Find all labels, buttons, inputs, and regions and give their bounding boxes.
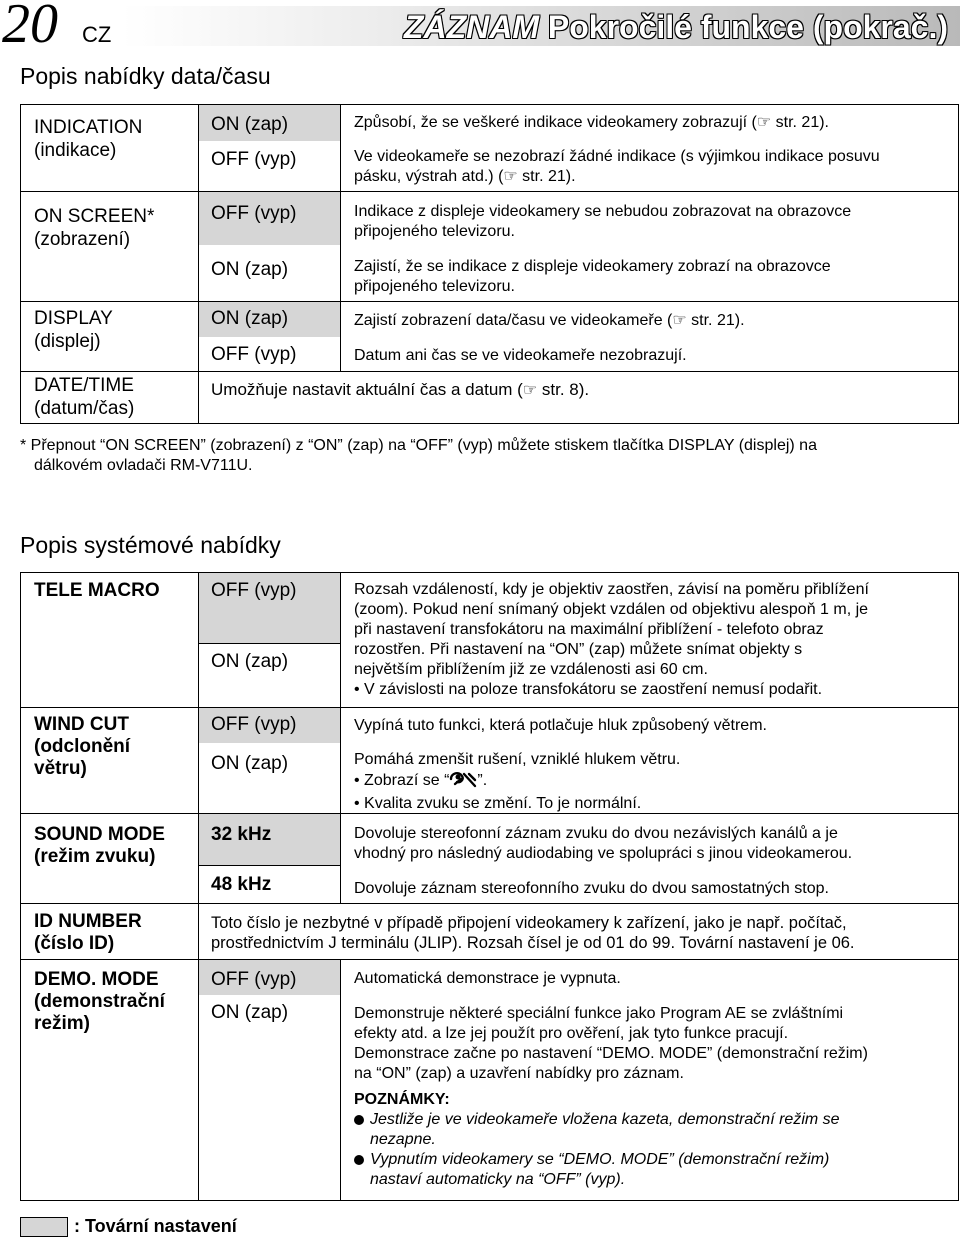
- label-line: (číslo ID): [34, 933, 115, 954]
- label-wind-cut: [34, 714, 130, 780]
- system-menu-table: [20, 572, 959, 1201]
- footnote-line: dálkovém ovladači RM-V711U.: [34, 457, 253, 474]
- row-divider: [198, 865, 340, 866]
- desc-line: při nastavení transfokátoru na maximální přiblížení - telefoto obraz: [354, 621, 824, 638]
- desc-line: vhodný pro následný audiodabing ve spolupráci s jinou videokamerou.: [354, 845, 853, 862]
- label-on-screen: [34, 205, 154, 251]
- bullet-icon: [354, 1115, 364, 1125]
- label-line: větru): [34, 758, 87, 779]
- label-line: (displej): [34, 331, 101, 352]
- wind-cut-icon: [449, 770, 477, 794]
- desc-indication-off: [354, 147, 880, 187]
- label-line: (datum/čas): [34, 398, 135, 419]
- desc-tele-macro: [354, 580, 869, 700]
- section-title-system: Popis systémové nabídky: [20, 532, 281, 558]
- label-line: DATE/TIME: [34, 375, 134, 396]
- option-on-screen-off: OFF (vyp): [211, 203, 297, 224]
- pointing-hand-icon: ☞: [756, 114, 772, 131]
- desc-text: pásku, výstrah atd.) (: [354, 168, 504, 185]
- option-wind-cut-on: ON (zap): [211, 753, 289, 774]
- section-title-datetime: Popis nabídky data/času: [20, 63, 271, 89]
- desc-ref: str. 8).: [537, 380, 590, 399]
- desc-display-off: Datum ani čas se ve videokameře nezobrazují.: [354, 347, 687, 364]
- legend-swatch: [20, 1217, 68, 1237]
- label-tele-macro: TELE MACRO: [34, 580, 160, 601]
- desc-display-on: [354, 311, 745, 331]
- label-line: ID NUMBER: [34, 911, 142, 932]
- column-divider: [198, 105, 199, 423]
- label-demo-mode: [34, 969, 165, 1035]
- option-tele-macro-on: ON (zap): [211, 651, 289, 672]
- page-title-rest: Pokročilé funkce (pokrač.): [538, 9, 948, 45]
- desc-text: • Zobrazí se “: [354, 772, 450, 789]
- desc-indication-on: [354, 113, 829, 133]
- desc-line: rozostřen. Při nastavení na “ON” (zap) můžete snímat objekty s: [354, 641, 803, 658]
- label-line: (odclonění: [34, 736, 131, 757]
- label-line: režim): [34, 1013, 90, 1034]
- page-title-section: ZÁZNAM: [403, 9, 539, 45]
- label-line: INDICATION: [34, 117, 143, 138]
- legend-text: : Tovární nastavení: [74, 1216, 237, 1236]
- label-line: WIND CUT: [34, 714, 129, 735]
- pointing-hand-icon: ☞: [672, 312, 687, 329]
- option-display-on: ON (zap): [211, 308, 289, 329]
- option-wind-cut-off: OFF (vyp): [211, 714, 297, 735]
- desc-id-number: [211, 913, 855, 953]
- desc-line: [354, 167, 880, 187]
- desc-line: prostřednictvím J terminálu (JLIP). Rozsah čísel je od 01 do 99. Tovární nastavení je 06.: [211, 934, 855, 952]
- option-indication-off: OFF (vyp): [211, 149, 297, 170]
- desc-line: Ve videokameře se nezobrazí žádné indikace (s výjimkou indikace posuvu: [354, 148, 880, 165]
- desc-line: • Kvalita zvuku se změní. To je normální.: [354, 795, 642, 812]
- language-code: CZ: [82, 22, 112, 47]
- desc-line: Dovoluje stereofonní záznam zvuku do dvou nezávislých kanálů a je: [354, 825, 838, 842]
- desc-ref: str. 21).: [771, 114, 829, 131]
- desc-line: [354, 770, 680, 794]
- desc-line: připojeného televizoru.: [354, 223, 515, 240]
- row-divider: [198, 643, 340, 644]
- desc-line: na “ON” (zap) a uzavření nabídky pro záznam.: [354, 1065, 684, 1082]
- column-divider: [340, 959, 341, 1200]
- pointing-hand-icon: ☞: [522, 382, 538, 399]
- desc-line: Zajistí, že se indikace z displeje videokamery zobrazí na obrazovce: [354, 258, 831, 275]
- desc-line: připojeného televizoru.: [354, 278, 515, 295]
- label-line: DISPLAY: [34, 308, 113, 329]
- desc-line: největším přiblížením již ze vzdálenosti asi 60 cm.: [354, 661, 708, 678]
- desc-line: Demonstruje některé speciální funkce jako Program AE se zvláštními: [354, 1005, 844, 1022]
- desc-demo-mode-off: Automatická demonstrace je vypnuta.: [354, 970, 621, 987]
- label-display: [34, 307, 113, 353]
- desc-on-screen-on: [354, 257, 831, 297]
- pointing-hand-icon: ☞: [503, 168, 518, 185]
- row-divider: [21, 707, 958, 708]
- label-line: SOUND MODE: [34, 824, 165, 845]
- label-line: DEMO. MODE: [34, 969, 159, 990]
- option-sound-32khz: 32 kHz: [211, 824, 272, 845]
- desc-line: Pomáhá zmenšit rušení, vzniklé hlukem větru.: [354, 751, 681, 768]
- note-line: nezapne.: [370, 1131, 436, 1148]
- desc-line: Toto číslo je nezbytné v případě připojení videokamery k zařízení, jako je např. počítač,: [211, 914, 847, 932]
- datetime-menu-table: [20, 104, 959, 424]
- desc-text: Způsobí, že se veškeré indikace videokamery zobrazují (: [354, 114, 757, 131]
- label-line: (indikace): [34, 140, 117, 161]
- row-divider: [21, 301, 958, 302]
- bullet-icon: [354, 1155, 364, 1165]
- desc-ref: str. 21).: [517, 168, 576, 185]
- desc-line: efekty atd. a lze jej použít pro ověření, jak tyto funkce pracují.: [354, 1025, 789, 1042]
- row-divider: [21, 371, 958, 372]
- option-sound-48khz: 48 kHz: [211, 874, 272, 895]
- label-line: (demonstrační: [34, 991, 165, 1012]
- desc-demo-mode-on: [354, 1004, 868, 1190]
- page-title: [404, 8, 948, 46]
- label-line: (zobrazení): [34, 229, 131, 250]
- desc-line: Rozsah vzdáleností, kdy je objektiv zaostřen, závisí na poměru přiblížení: [354, 581, 869, 598]
- desc-line: (zoom). Pokud není snímaný objekt vzdálen od objektivu alespoň 1 m, je: [354, 601, 869, 618]
- page-number: 20: [2, 0, 58, 55]
- column-divider: [340, 105, 341, 371]
- label-sound-mode: [34, 824, 165, 868]
- note-item: [354, 1150, 868, 1190]
- desc-on-screen-off: [354, 202, 851, 242]
- page-header: [0, 0, 960, 55]
- option-tele-macro-off: OFF (vyp): [211, 580, 297, 601]
- note-item: [354, 1110, 868, 1150]
- option-demo-mode-off: OFF (vyp): [211, 969, 297, 990]
- column-divider: [198, 573, 199, 1200]
- desc-date-time: [211, 380, 589, 401]
- option-display-off: OFF (vyp): [211, 344, 297, 365]
- footnote: [20, 436, 950, 476]
- label-indication: [34, 116, 142, 162]
- footnote-line: * Přepnout “ON SCREEN” (zobrazení) z “ON” (zap) na “OFF” (vyp) můžete stiskem tlačítka DISPLAY (displej) na: [20, 437, 817, 454]
- desc-text: ”.: [477, 772, 488, 789]
- desc-line: Indikace z displeje videokamery se nebudou zobrazovat na obrazovce: [354, 203, 852, 220]
- column-divider: [340, 573, 341, 903]
- desc-line: Demonstrace začne po nastavení “DEMO. MODE” (demonstrační režim): [354, 1045, 868, 1062]
- desc-wind-cut-off: Vypíná tuto funkci, která potlačuje hluk způsobený větrem.: [354, 717, 767, 734]
- option-demo-mode-on: ON (zap): [211, 1002, 289, 1023]
- option-on-screen-on: ON (zap): [211, 259, 289, 280]
- desc-wind-cut-on: [354, 750, 680, 814]
- label-id-number: [34, 911, 142, 955]
- row-divider: [21, 959, 958, 960]
- desc-text: Umožňuje nastavit aktuální čas a datum (: [211, 380, 523, 399]
- label-line: ON SCREEN*: [34, 206, 155, 227]
- desc-sound-48khz: Dovoluje záznam stereofonního zvuku do dvou samostatných stop.: [354, 880, 829, 897]
- note-line: Jestliže je ve videokameře vložena kazeta, demonstrační režim se: [370, 1111, 840, 1128]
- desc-text: Zajistí zobrazení data/času ve videokameře (: [354, 312, 673, 329]
- desc-sound-32khz: [354, 824, 852, 864]
- desc-ref: str. 21).: [686, 312, 745, 329]
- row-divider: [21, 903, 958, 904]
- label-date-time: [34, 374, 134, 420]
- label-line: (režim zvuku): [34, 846, 156, 867]
- note-line: nastaví automaticky na “OFF” (vyp).: [370, 1171, 626, 1188]
- desc-line: • V závislosti na poloze transfokátoru se zaostření nemusí podařit.: [354, 681, 823, 698]
- row-divider: [21, 191, 958, 192]
- note-line: Vypnutím videokamery se “DEMO. MODE” (demonstrační režim): [370, 1151, 830, 1168]
- option-indication-on: ON (zap): [211, 114, 289, 135]
- notes-title: POZNÁMKY:: [354, 1091, 450, 1108]
